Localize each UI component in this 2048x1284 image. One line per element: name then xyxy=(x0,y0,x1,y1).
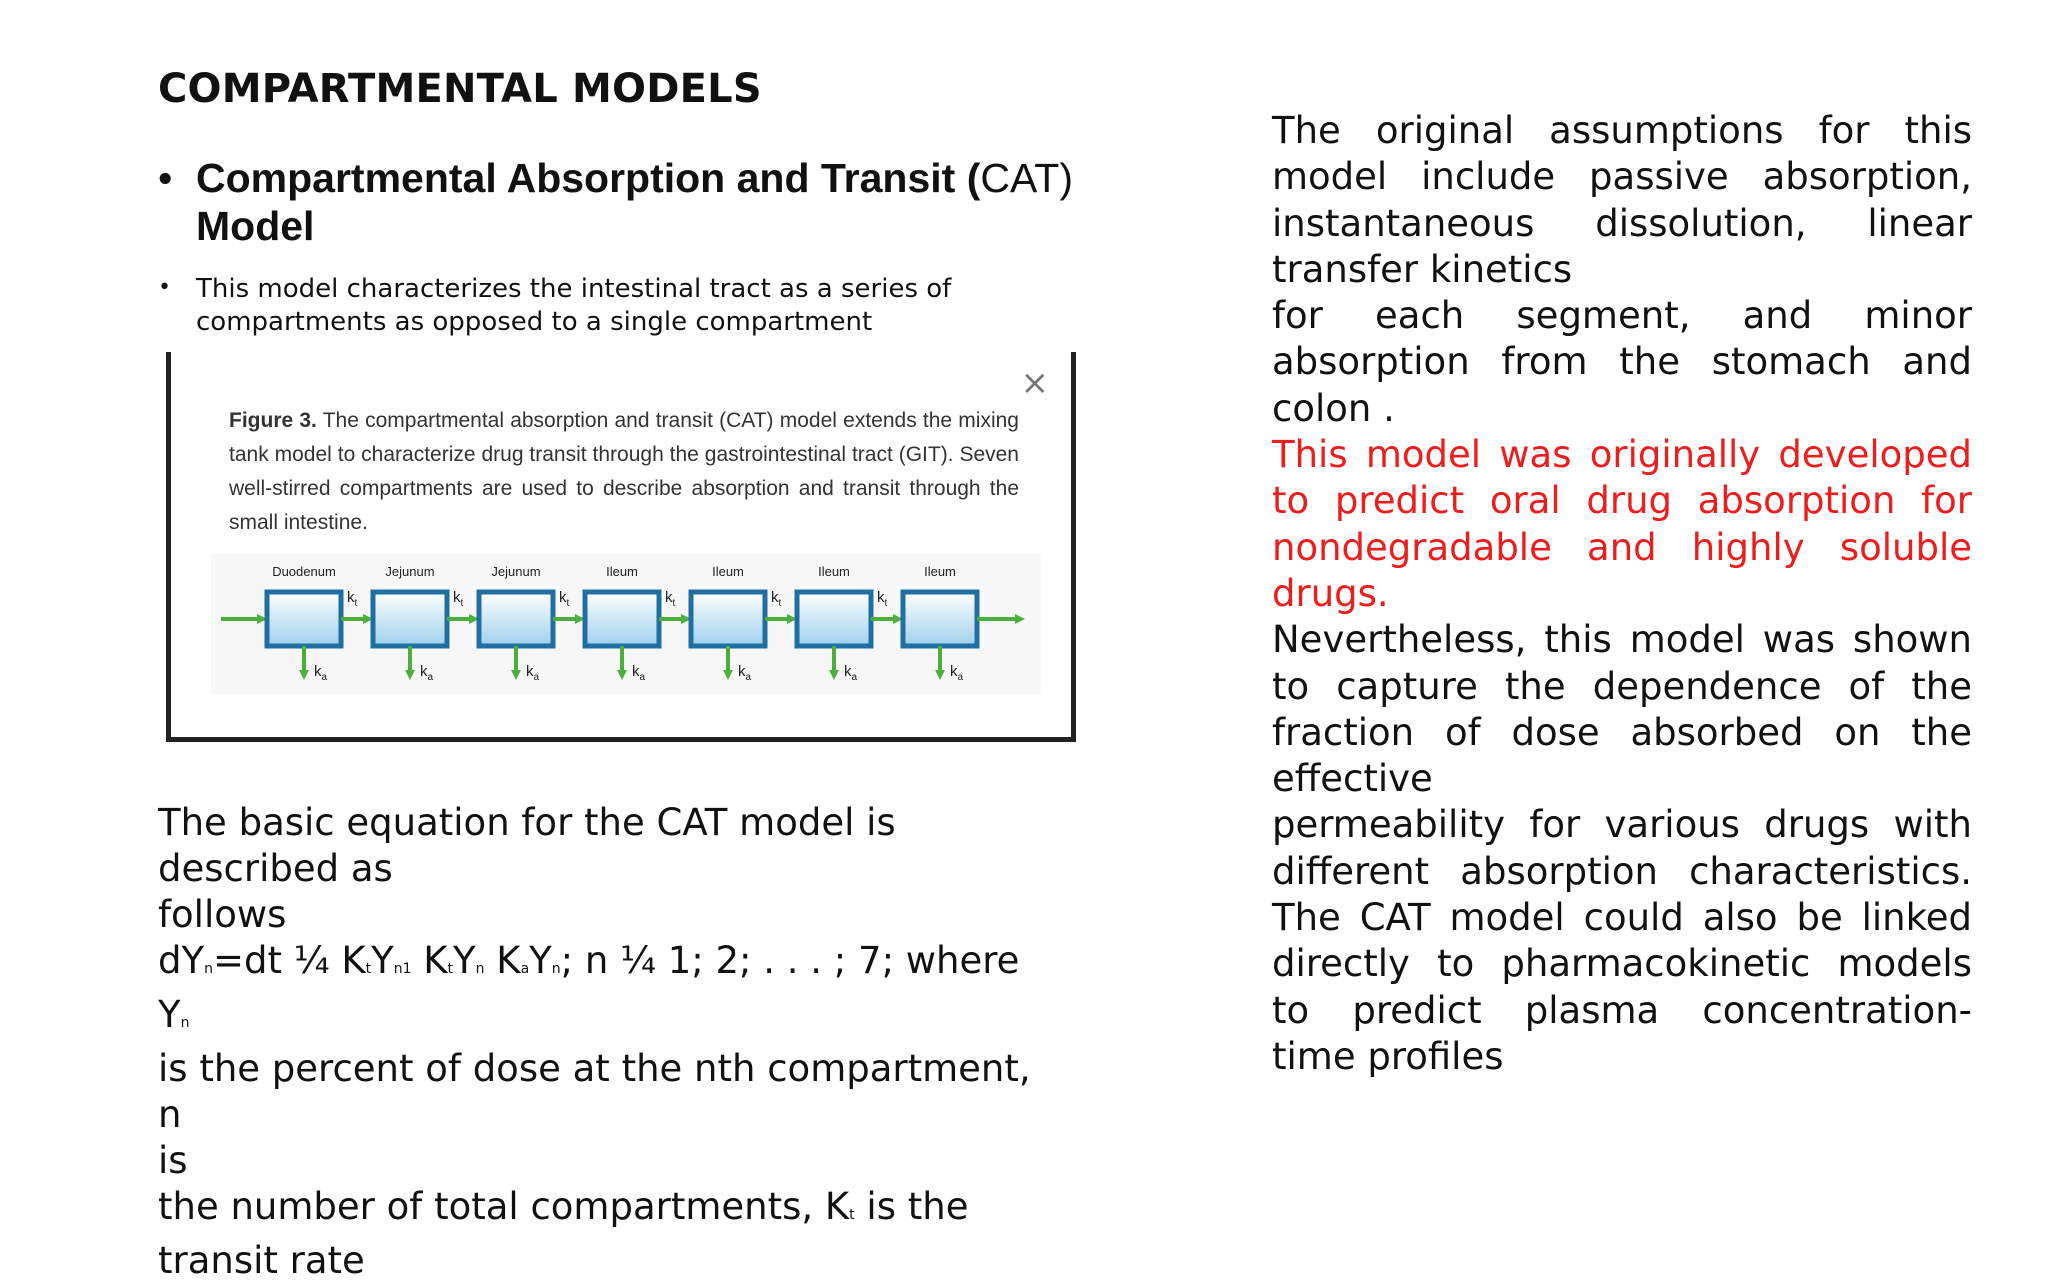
absorption-rate-label: $k_a$ xyxy=(844,663,858,683)
bullet-dot: • xyxy=(158,275,171,300)
absorption-rate-label: $k_a$ xyxy=(314,663,328,683)
eq-part: is the xyxy=(854,1185,969,1228)
equation-line: is xyxy=(158,1139,188,1182)
eq-sub: t xyxy=(365,961,372,977)
eq-part: K xyxy=(484,939,521,982)
assumptions-paragraph: The original assumptions for this model include passive absorption, instantaneous dissolution, linear transfer kinetics xyxy=(1272,109,1972,291)
bullet-bold-text: Compartmental Absorption and Transit ( xyxy=(196,155,981,201)
absorption-rate-label: $k_a$ xyxy=(950,663,964,683)
development-paragraph: This model was originally developed to predict oral drug absorption for nondegradable and highly soluble drugs. xyxy=(1272,433,1972,615)
bullet-cat-model-text xyxy=(196,154,1118,250)
assumptions-text-column xyxy=(1272,108,1972,1080)
permeability-paragraph: permeability for various drugs with different absorption characteristics. The CAT model could also be linked directly to pharmacokinetic models to predict plasma concentration- time profiles xyxy=(1272,803,1972,1078)
bullet-normal-text: CAT) xyxy=(980,155,1073,201)
compartment-label: Ileum xyxy=(606,564,638,579)
compartment-label: Duodenum xyxy=(272,564,336,579)
eq-part: Y xyxy=(453,939,476,982)
bullet-model-description xyxy=(158,273,1118,339)
eq-sub: t xyxy=(447,961,454,977)
compartment-box xyxy=(479,592,553,646)
compartment-box xyxy=(267,592,341,646)
compartment-label: Jejunum xyxy=(385,564,435,579)
segment-paragraph: for each segment, and minor absorption from the stomach and colon . xyxy=(1272,294,1972,430)
absorption-rate-label: $k_a$ xyxy=(420,663,434,683)
equation-line: The basic equation for the CAT model is xyxy=(158,801,896,844)
compartment-label: Ileum xyxy=(712,564,744,579)
transit-rate-label: $k_t$ xyxy=(559,589,570,609)
eq-sub: a xyxy=(520,961,530,977)
eq-part: Y xyxy=(371,939,394,982)
bullet-description-text: This model characterizes the intestinal tract as a series of compartments as opposed to a single compartment xyxy=(196,274,952,337)
bullet-dot: • xyxy=(158,155,173,201)
absorption-rate-label: $k_a$ xyxy=(738,663,752,683)
compartment-label: Ileum xyxy=(818,564,850,579)
dependence-paragraph: Nevertheless, this model was shown to capture the dependence of the fraction of dose absorbed on the effective xyxy=(1272,618,1972,801)
transit-rate-label: $k_t$ xyxy=(347,589,358,609)
bullet-cat-model-heading xyxy=(158,154,1118,250)
compartment-label: Jejunum xyxy=(491,564,541,579)
absorption-rate-label: $k_a$ xyxy=(526,663,540,683)
compartment-box xyxy=(903,592,977,646)
figure-caption xyxy=(229,404,1019,540)
compartment-box xyxy=(691,592,765,646)
absorption-rate-label: $k_a$ xyxy=(632,663,646,683)
cat-equation-text xyxy=(158,800,1058,1284)
cat-model-diagram xyxy=(211,554,1041,694)
compartment-label: Ileum xyxy=(924,564,956,579)
compartment-box xyxy=(373,592,447,646)
compartment-box xyxy=(585,592,659,646)
equation-line: described as xyxy=(158,847,393,890)
eq-sub: n xyxy=(180,1015,190,1031)
slide-title: COMPARTMENTAL MODELS xyxy=(158,66,762,112)
eq-part: dY xyxy=(158,939,205,982)
transit-rate-label: $k_t$ xyxy=(453,589,464,609)
transit-rate-label: $k_t$ xyxy=(877,589,888,609)
eq-sub: n xyxy=(475,961,485,977)
eq-part: the number of total compartments, K xyxy=(158,1185,850,1228)
eq-sub: n xyxy=(204,961,213,977)
figure-panel xyxy=(166,352,1076,742)
equation-line: follows xyxy=(158,893,287,936)
transit-rate-label: $k_t$ xyxy=(665,589,676,609)
eq-part: =dt ¼ K xyxy=(212,939,366,982)
equation-line xyxy=(158,1184,1058,1238)
eq-sub: t xyxy=(849,1207,855,1223)
bullet-bold-end: Model xyxy=(196,203,315,249)
figure-caption-text: The compartmental absorption and transit (CAT) model extends the mixing tank model to characterize drug transit through the gastrointestinal tract (GIT). Seven well-stirred compartments are used to describe absorption and transit through the small intestine. xyxy=(229,409,1019,534)
figure-caption-label: Figure 3. xyxy=(229,409,317,432)
transit-rate-label: $k_t$ xyxy=(771,589,782,609)
equation-formula xyxy=(158,938,1058,1046)
equation-line: is the percent of dose at the nth compartment, n xyxy=(158,1047,1031,1136)
compartment-box xyxy=(797,592,871,646)
close-icon[interactable]: × xyxy=(1020,363,1049,403)
eq-sub: n1 xyxy=(393,961,412,977)
eq-sub: n xyxy=(551,961,561,977)
eq-part: Y xyxy=(529,939,552,982)
eq-part: ; n ¼ 1; 2; . . . ; 7; where Y xyxy=(158,939,1020,1036)
equation-line: transit rate xyxy=(158,1239,365,1282)
eq-part: K xyxy=(411,939,448,982)
